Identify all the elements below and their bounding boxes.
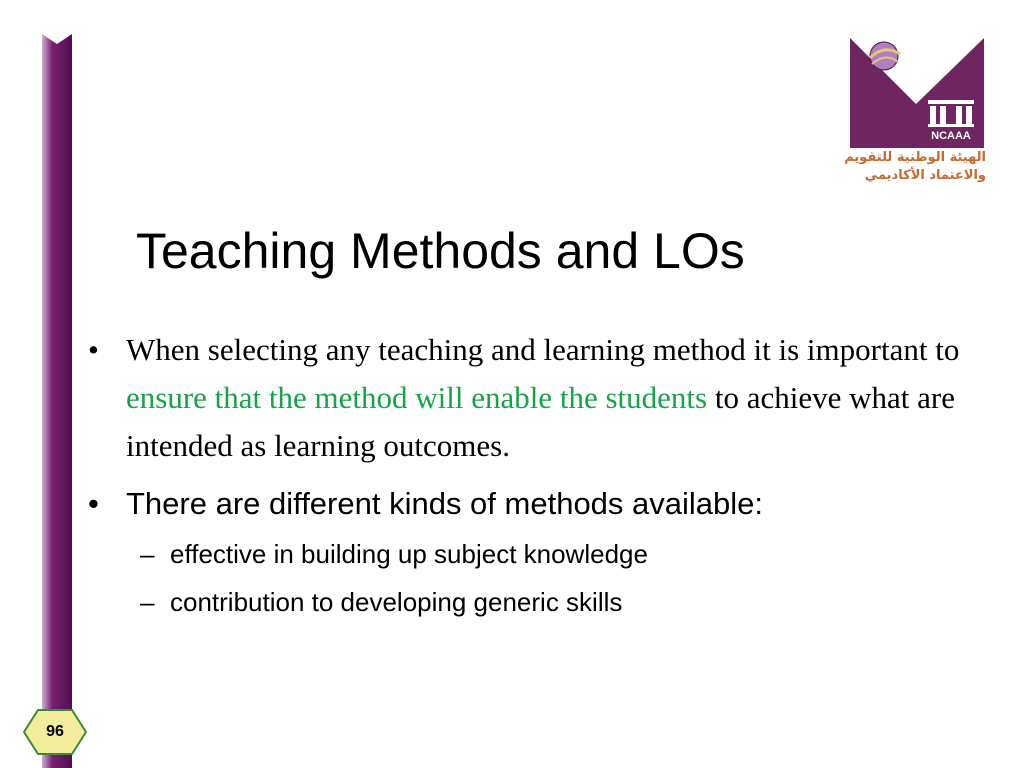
logo-arabic-line-1: الهيئة الوطنية للتقويم — [844, 150, 986, 165]
sub-bullet-text: effective in building up subject knowledge — [170, 539, 648, 569]
left-decorative-bar — [42, 34, 72, 768]
dash-marker: – — [140, 587, 155, 617]
page-number: 96 — [46, 723, 64, 740]
sub-bullet-text: contribution to developing generic skills — [170, 587, 623, 617]
sub-bullet-item — [88, 534, 978, 574]
dash-marker: – — [140, 539, 155, 569]
bullet-text-after: to achieve what are intended as learning outcomes. — [126, 380, 955, 463]
bullet-list — [88, 326, 978, 622]
bullet-text-before: When selecting any teaching and learning method it is important to — [126, 332, 960, 367]
logo-abbr: NCAAA — [931, 130, 971, 142]
bullet-item — [88, 482, 978, 526]
slide-title: Teaching Methods and LOs — [136, 223, 745, 279]
bullet-marker: • — [88, 332, 99, 367]
bullet-marker: • — [88, 486, 99, 521]
bullet-highlight: ensure that the method will enable the students — [126, 380, 708, 415]
logo-arabic-line-2: والاعتماد الأكاديمي — [864, 168, 986, 183]
sub-bullet-item — [88, 582, 978, 622]
bullet-text: There are different kinds of methods available: — [126, 486, 764, 521]
bullet-item — [88, 326, 978, 470]
